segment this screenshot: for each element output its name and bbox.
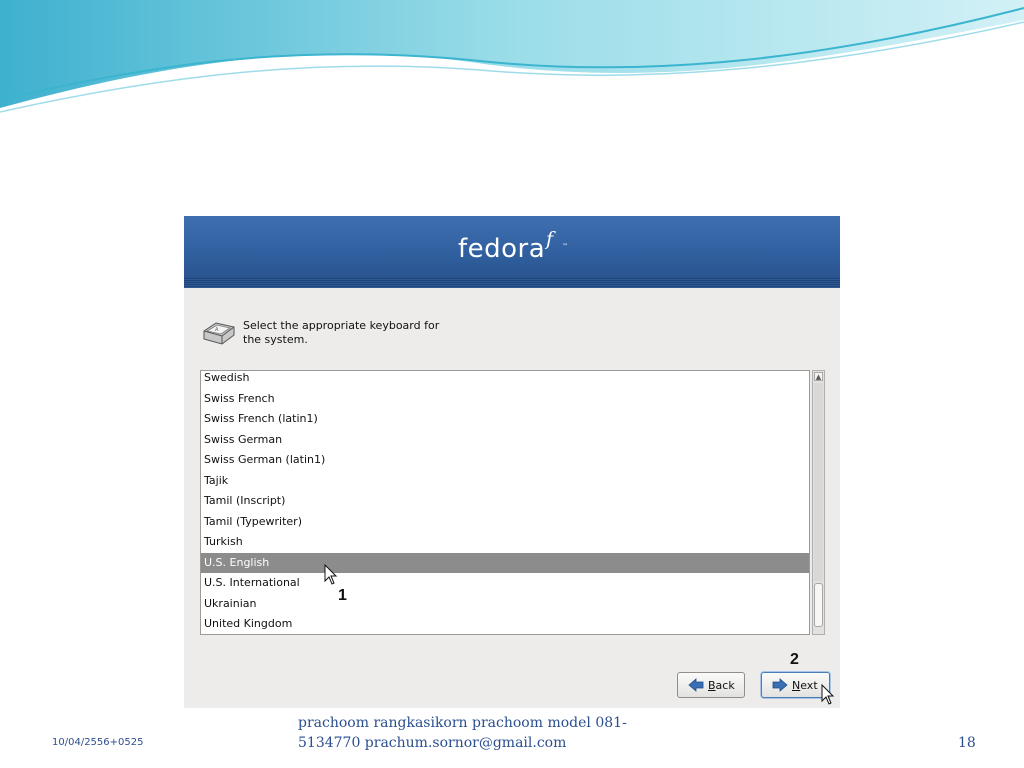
next-button-mnemonic: N <box>792 678 801 692</box>
back-button[interactable] <box>677 672 745 698</box>
mouse-pointer-icon <box>821 684 835 708</box>
fedora-logo-text: fedora <box>458 234 546 264</box>
next-button-label-rest: ext <box>800 678 818 692</box>
banner-stripe <box>184 278 840 288</box>
slide-author: prachoom rangkasikorn prachoom model 081-5134770 prachum.sornor@gmail.com <box>298 715 627 751</box>
keyboard-key-icon <box>200 317 238 351</box>
list-item[interactable]: Turkish <box>204 535 243 548</box>
scroll-up-arrow-icon[interactable]: ▲ <box>815 373 822 381</box>
list-item[interactable]: Tamil (Inscript) <box>204 494 286 507</box>
list-item[interactable]: Swedish <box>204 371 250 384</box>
list-item[interactable]: Swiss German <box>204 432 283 446</box>
back-button-label-rest: ack <box>715 678 735 692</box>
fedora-banner <box>184 216 840 288</box>
back-button-mnemonic: B <box>708 678 716 692</box>
keyboard-prompt: Select the appropriate keyboard for the system. <box>243 319 440 346</box>
keyboard-layout-list[interactable] <box>200 370 810 635</box>
next-button[interactable] <box>761 672 830 698</box>
scrollbar-track[interactable] <box>814 383 823 581</box>
slide-date: 10/04/2556+0525 <box>52 737 144 748</box>
fedora-logo-mark: f <box>546 228 554 250</box>
list-item[interactable]: United Kingdom <box>204 617 293 630</box>
list-item[interactable]: Swiss French (latin1) <box>204 412 318 425</box>
header-wave-decoration <box>0 0 1024 120</box>
list-item[interactable]: U.S. International <box>204 576 300 589</box>
list-item[interactable]: Ukrainian <box>204 596 257 610</box>
installer-screenshot <box>184 216 840 708</box>
list-item[interactable]: Swiss German (latin1) <box>204 453 326 466</box>
arrow-left-icon <box>688 678 704 692</box>
mouse-pointer-icon <box>324 564 338 590</box>
step-marker-2: 2 <box>790 651 799 668</box>
step-marker-1: 1 <box>338 587 347 604</box>
list-item[interactable]: Swiss French <box>204 391 275 405</box>
list-item[interactable]: Tajik <box>204 473 229 487</box>
scrollbar-thumb[interactable] <box>814 583 823 627</box>
arrow-right-icon <box>772 678 788 692</box>
slide-page-number: 18 <box>958 735 976 751</box>
list-scrollbar[interactable] <box>812 370 825 635</box>
fedora-trademark: ™ <box>562 243 568 250</box>
svg-text:A: A <box>215 327 219 333</box>
list-item[interactable]: Tamil (Typewriter) <box>204 514 302 528</box>
list-item-selected[interactable]: U.S. English <box>201 553 810 573</box>
